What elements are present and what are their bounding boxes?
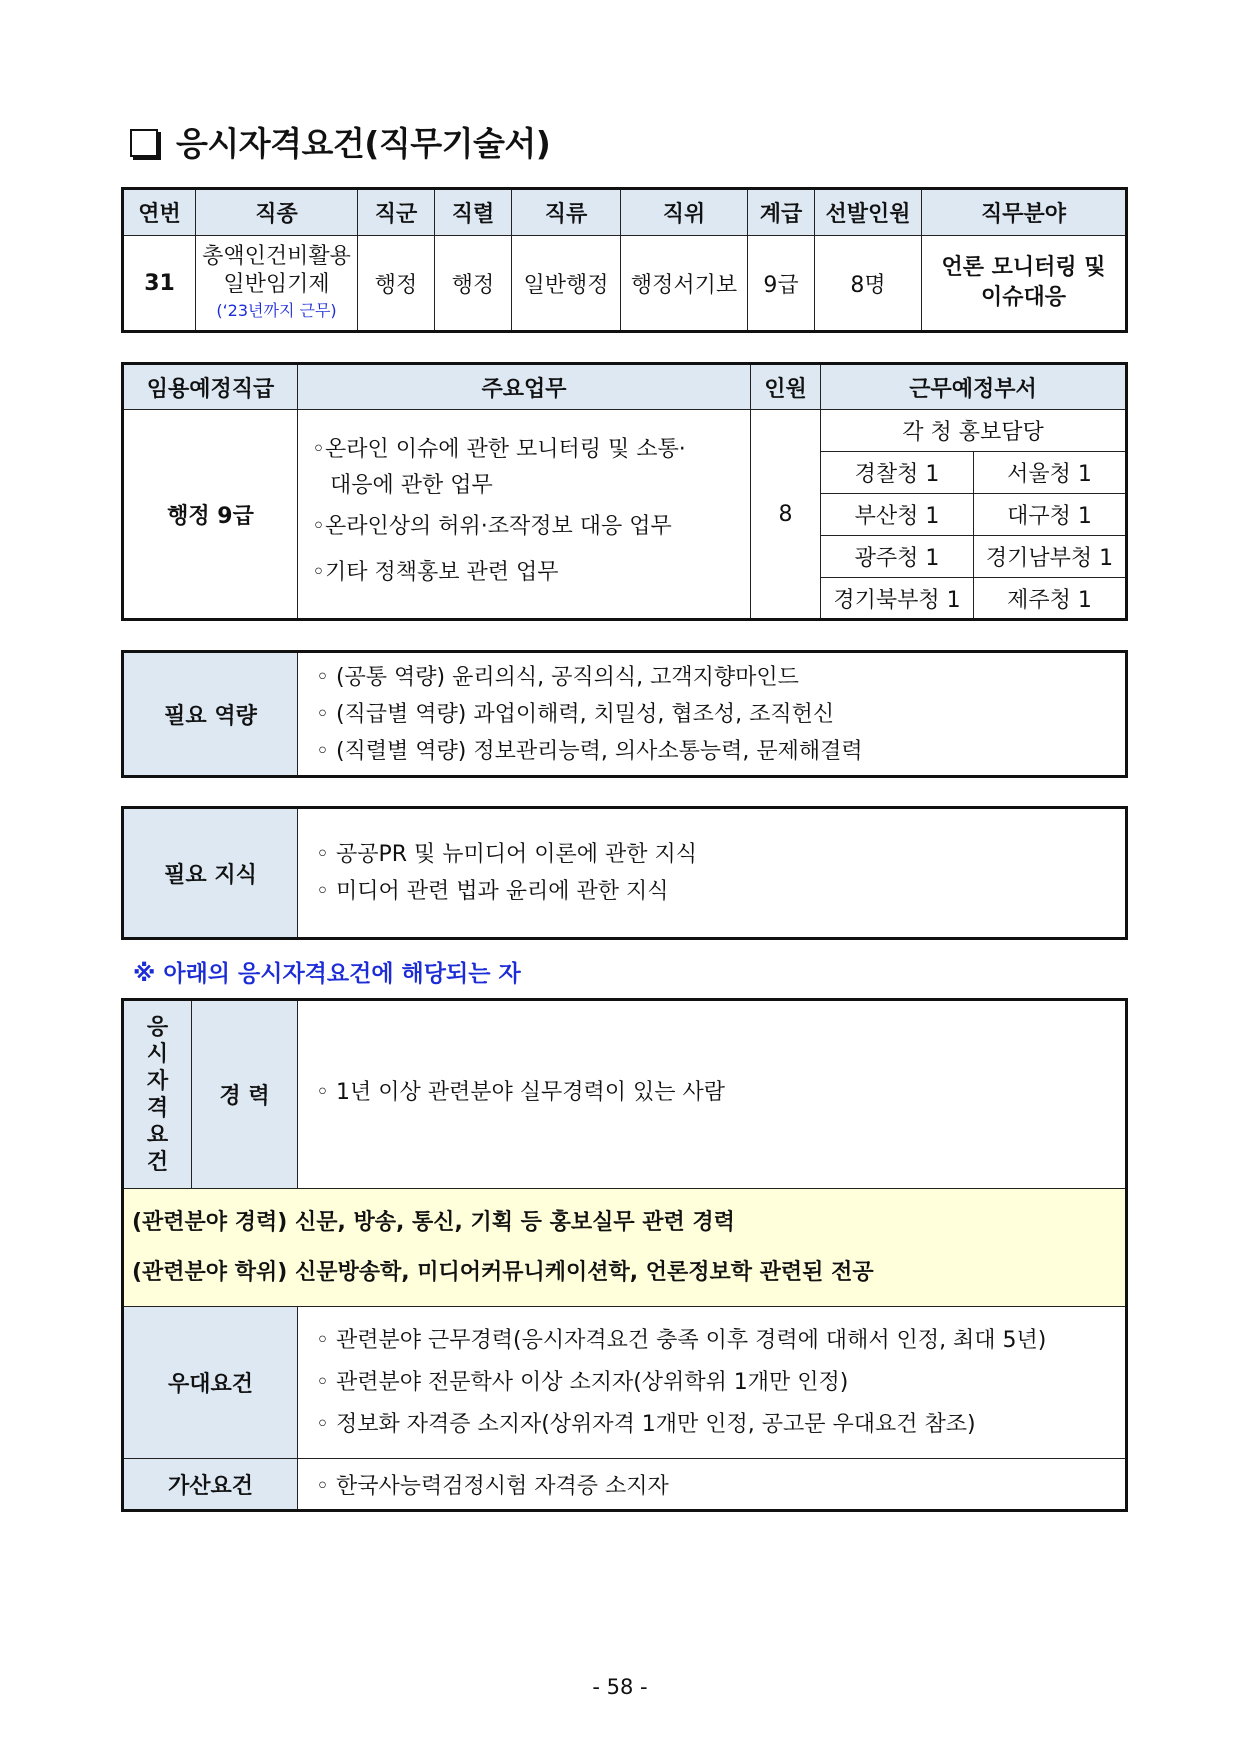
knowledge-item: ◦ 공공PR 및 뉴미디어 이론에 관한 지식	[316, 842, 698, 867]
dept-item: 대구청 1	[974, 494, 1127, 536]
eligibility-table	[121, 998, 1128, 1512]
type-line1: 총액인건비활용	[202, 244, 351, 269]
field-line1: 언론 모니터링 및	[941, 255, 1106, 280]
related-line: (관련분야 경력) 신문, 방송, 통신, 기획 등 홍보실무 관련 경력	[132, 1209, 735, 1235]
dept-item: 경기남부청 1	[974, 536, 1127, 578]
duties-cell	[298, 410, 751, 620]
knowledge-items	[298, 808, 1127, 939]
header-duties: 주요업무	[298, 364, 751, 410]
headcount: 8	[751, 410, 821, 620]
bonus-label: 가산요건	[123, 1459, 298, 1511]
appoint-grade: 행정 9급	[123, 410, 298, 620]
header-group: 직군	[358, 189, 435, 236]
duty-1: ◦온라인 이슈에 관한 모니터링 및 소통·	[312, 437, 686, 462]
duty-1-cont: 대응에 관한 업무	[330, 473, 493, 498]
type-line2: 일반임기제	[223, 272, 330, 297]
vlabel-char: 자	[146, 1068, 169, 1094]
career-text: ◦ 1년 이상 관련분야 실무경력이 있는 사람	[298, 1000, 1127, 1189]
page-title	[130, 118, 550, 165]
row-group: 행정	[358, 236, 435, 332]
duty-2: ◦온라인상의 허위·조작정보 대응 업무	[312, 514, 672, 539]
pref-items	[298, 1307, 1127, 1459]
dept-item: 서울청 1	[974, 452, 1127, 494]
header-dept: 근무예정부서	[821, 364, 1127, 410]
competency-item: ◦ (직렬별 역량) 정보관리능력, 의사소통능력, 문제해결력	[316, 738, 863, 764]
dept-item: 제주청 1	[974, 578, 1127, 620]
row-type	[196, 236, 358, 332]
row-count: 8명	[815, 236, 922, 332]
duty-3: ◦기타 정책홍보 관련 업무	[312, 560, 559, 585]
header-count: 선발인원	[815, 189, 922, 236]
header-appoint-grade: 임용예정직급	[123, 364, 298, 410]
competency-item: ◦ (직급별 역량) 과업이해력, 치밀성, 협조성, 조직헌신	[316, 701, 835, 727]
competency-label: 필요 역량	[123, 652, 298, 777]
header-grade: 계급	[748, 189, 815, 236]
header-class: 직류	[512, 189, 621, 236]
vlabel-char: 건	[146, 1149, 169, 1175]
header-no: 연번	[123, 189, 196, 236]
dept-item: 부산청 1	[821, 494, 974, 536]
knowledge-label: 필요 지식	[123, 808, 298, 939]
header-series: 직렬	[435, 189, 512, 236]
row-series: 행정	[435, 236, 512, 332]
dept-item: 경기북부청 1	[821, 578, 974, 620]
competency-table	[121, 650, 1128, 778]
vlabel-char: 요	[146, 1122, 169, 1148]
header-headcount: 인원	[751, 364, 821, 410]
header-type: 직종	[196, 189, 358, 236]
page-number: - 58 -	[592, 1675, 648, 1699]
eligibility-note: ※ 아래의 응시자격요건에 해당되는 자	[133, 961, 521, 987]
position-table	[121, 187, 1128, 333]
dept-item: 경찰청 1	[821, 452, 974, 494]
header-field: 직무분야	[922, 189, 1127, 236]
row-no: 31	[123, 236, 196, 332]
bonus-text: ◦ 한국사능력검정시험 자격증 소지자	[298, 1459, 1127, 1511]
field-line2: 이슈대응	[980, 285, 1066, 310]
competency-items	[298, 652, 1127, 777]
knowledge-table	[121, 806, 1128, 940]
row-class: 일반행정	[512, 236, 621, 332]
vlabel-char: 응	[146, 1014, 169, 1040]
type-note: (‘23년까지 근무)	[216, 301, 337, 320]
competency-item: ◦ (공통 역량) 윤리의식, 공직의식, 고객지향마인드	[316, 664, 799, 690]
related-field	[123, 1189, 1127, 1307]
pref-item: ◦ 관련분야 전문학사 이상 소지자(상위학위 1개만 인정)	[316, 1369, 849, 1395]
career-label: 경 력	[192, 1000, 298, 1189]
row-position: 행정서기보	[621, 236, 748, 332]
pref-item: ◦ 관련분야 근무경력(응시자격요건 충족 이후 경력에 대해서 인정, 최대 5년)	[316, 1327, 1047, 1353]
pref-label: 우대요건	[123, 1307, 298, 1459]
vlabel-char: 격	[146, 1095, 169, 1121]
dept-title: 각 청 홍보담당	[821, 410, 1127, 452]
duty-table	[121, 362, 1128, 621]
checkbox-square-icon	[130, 129, 158, 157]
page-title-text: 응시자격요건(직무기술서)	[176, 124, 551, 163]
row-grade: 9급	[748, 236, 815, 332]
header-position: 직위	[621, 189, 748, 236]
knowledge-item: ◦ 미디어 관련 법과 윤리에 관한 지식	[316, 879, 669, 904]
row-field	[922, 236, 1127, 332]
vlabel-char: 시	[146, 1041, 169, 1067]
dept-item: 광주청 1	[821, 536, 974, 578]
related-line: (관련분야 학위) 신문방송학, 미디어커뮤니케이션학, 언론정보학 관련된 전공	[132, 1259, 874, 1285]
eligibility-vertical-label	[123, 1000, 192, 1189]
pref-item: ◦ 정보화 자격증 소지자(상위자격 1개만 인정, 공고문 우대요건 참조)	[316, 1411, 976, 1437]
